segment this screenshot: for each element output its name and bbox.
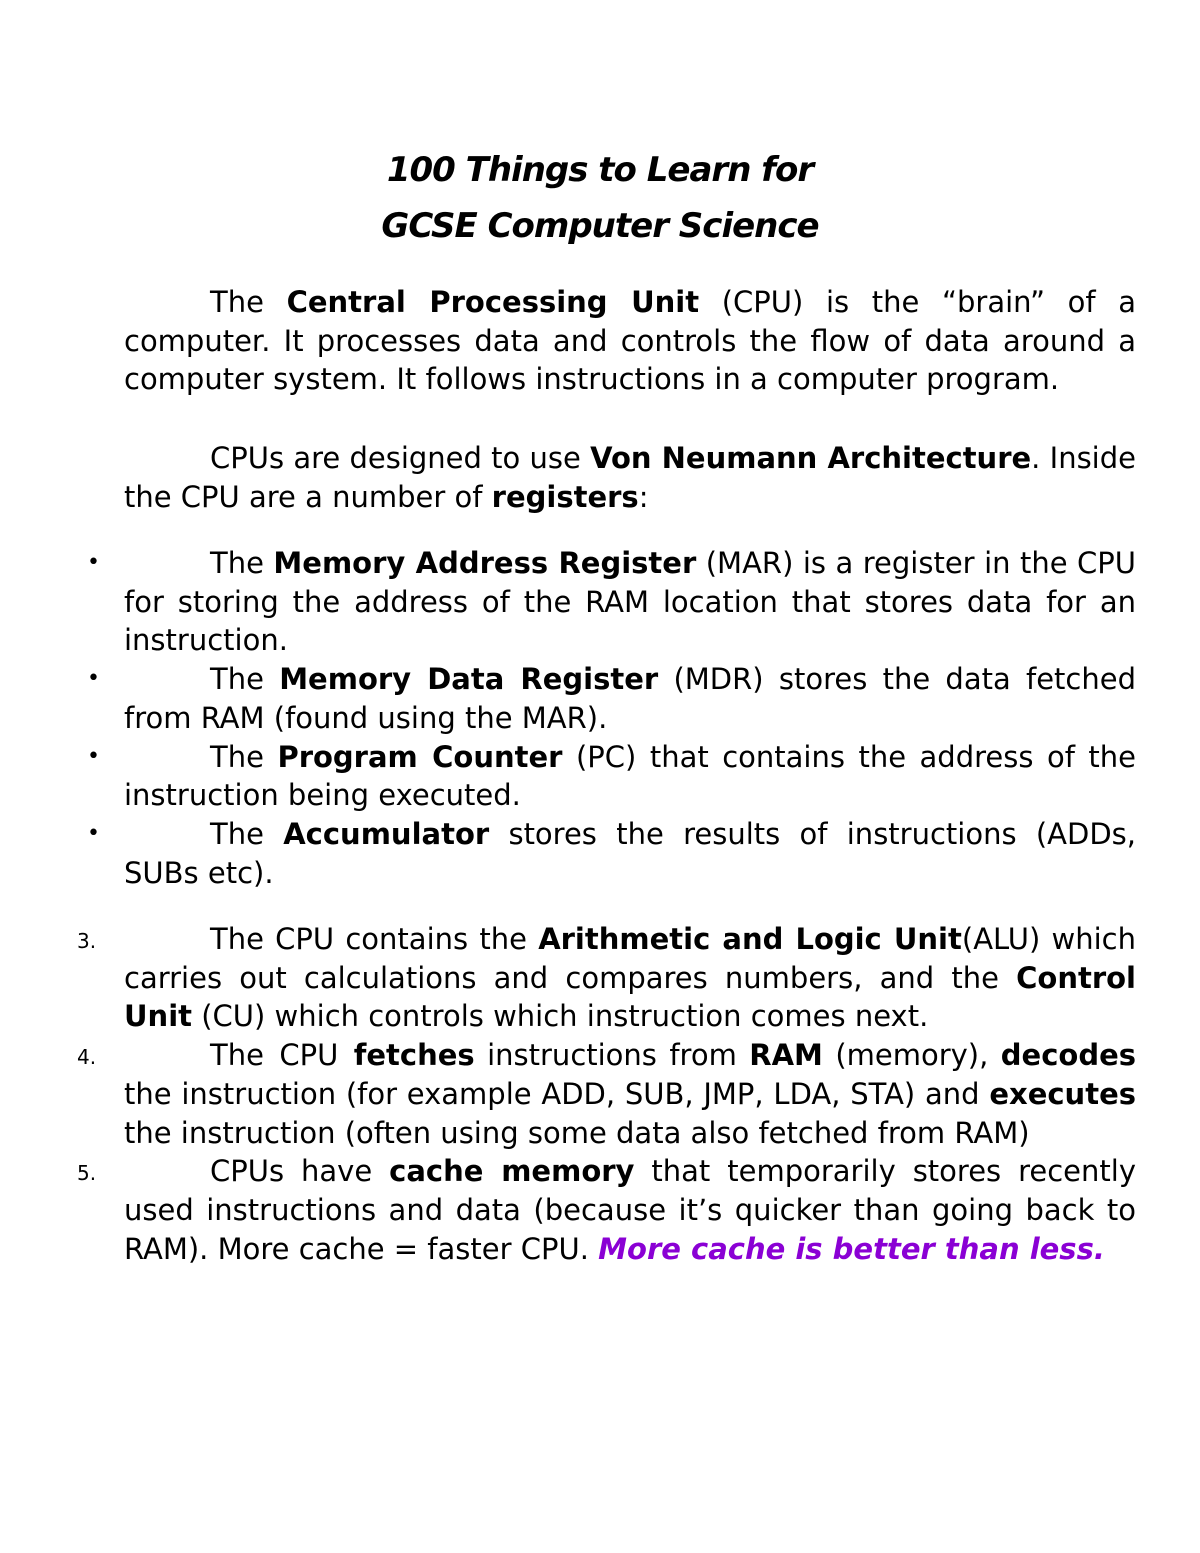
- item-number: 3.: [77, 929, 97, 953]
- highlight-note: More cache is better than less.: [598, 1231, 1105, 1266]
- list-item-3-alu: 3. The CPU contains the Arithmetic and Logic Unit(ALU) which carries out calculations and compares numbers, and the Control Unit (CU) which controls which instruction comes next.: [77, 922, 1136, 1034]
- paragraph-von-neumann: CPUs are designed to use Von Neumann Architecture. Inside the CPU are a number of registers:: [124, 441, 1136, 514]
- list-item-4-fetch-decode-execute: 4. The CPU fetches instructions from RAM (memory), decodes the instruction (for example ADD, SUB, JMP, LDA, STA) and executes the instruction (often using some data also fetched from RAM): [77, 1038, 1137, 1150]
- list-item-accumulator: • The Accumulator stores the results of instructions (ADDs, SUBs etc).: [124, 815, 1136, 892]
- registers-list: [124, 544, 1136, 892]
- item-number: 5.: [77, 1161, 97, 1186]
- term-von-neumann: Von Neumann Architecture: [590, 441, 1032, 475]
- list-item-mar: • The Memory Address Register (MAR) is a register in the CPU for storing the address of the RAM location that stores data for an instruction.: [124, 544, 1136, 660]
- list-item-5-cache: 5. CPUs have cache memory that temporarily stores recently used instructions and data (because it’s quicker than going back to RAM). More cache = faster CPU. More cache is better than less.: [77, 1154, 1136, 1266]
- list-item-mdr: • The Memory Data Register (MDR) stores the data fetched from RAM (found using the MAR).: [124, 660, 1136, 737]
- list-item-pc: • The Program Counter (PC) that contains the address of the instruction being executed.: [124, 738, 1136, 815]
- title-line-1: 100 Things to Learn for: [386, 150, 814, 190]
- numbered-list: [77, 920, 1137, 1268]
- paragraph-cpu-intro: The Central Processing Unit (CPU) is the “brain” of a computer. It processes data and controls the flow of data around a computer system. It follows instructions in a computer program.: [124, 285, 1136, 397]
- term-registers: registers: [491, 479, 639, 514]
- title-line-2: GCSE Computer Science: [381, 206, 819, 246]
- term-cpu: Central Processing Unit: [286, 285, 700, 319]
- item-number: 4.: [77, 1045, 97, 1070]
